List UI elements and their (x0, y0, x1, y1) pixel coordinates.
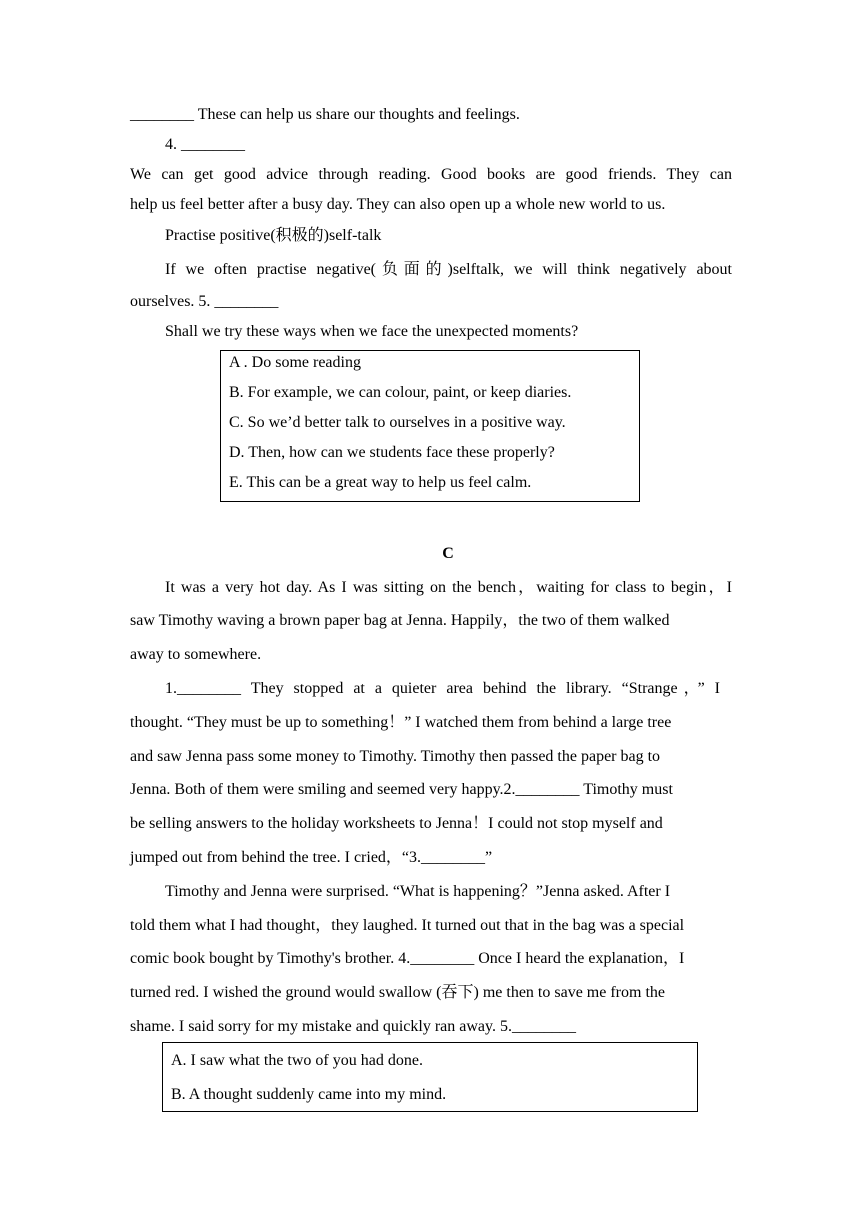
passage-b-line-4: help us feel better after a busy day. They can also open up a whole new world to us. (130, 196, 666, 213)
section-heading-c: C (442, 545, 454, 562)
option-b: B. For example, we can colour, paint, or keep diaries. (229, 384, 572, 401)
passage-b-line-8: Shall we try these ways when we face the unexpected moments? (165, 323, 579, 340)
passage-b-line-3: We can get good advice through reading. Good books are good friends. They can (130, 166, 732, 183)
options-box-b (220, 350, 640, 502)
passage-c-line-13: turned red. I wished the ground would swallow (吞下) me then to save me from the (130, 984, 665, 1001)
passage-c-line-5: thought. “They must be up to something！” I watched them from behind a large tree (130, 714, 672, 731)
passage-b-blank-4: 4. ________ (165, 136, 245, 153)
passage-c-line-10: Timothy and Jenna were surprised. “What is happening？”Jenna asked. After I (165, 883, 671, 900)
passage-c-line-3: away to somewhere. (130, 646, 262, 663)
passage-c-line-9: jumped out from behind the tree. I cried，“3.________” (130, 849, 493, 866)
passage-c-line-8: be selling answers to the holiday worksheets to Jenna！I could not stop myself and (130, 815, 663, 832)
passage-c-line-14: shame. I said sorry for my mistake and quickly ran away. 5.________ (130, 1018, 576, 1035)
option-e: E. This can be a great way to help us feel calm. (229, 474, 532, 491)
option-d: D. Then, how can we students face these properly? (229, 444, 555, 461)
option-b: B. A thought suddenly came into my mind. (171, 1086, 447, 1103)
option-a: A. I saw what the two of you had done. (171, 1052, 423, 1069)
passage-c-line-1: It was a very hot day. As I was sitting on the bench，waiting for class to begin，I (165, 579, 732, 596)
option-a: A . Do some reading (229, 354, 361, 371)
passage-c-line-4: 1.________ They stopped at a quieter area behind the library. “Strange，” I (165, 680, 720, 697)
passage-b-subheading: Practise positive(积极的)self-talk (165, 227, 382, 244)
passage-c-line-7: Jenna. Both of them were smiling and seemed very happy.2.________ Timothy must (130, 781, 673, 798)
passage-b-blank-5: ourselves. 5. ________ (130, 293, 279, 310)
passage-c-line-6: and saw Jenna pass some money to Timothy. Timothy then passed the paper bag to (130, 748, 661, 765)
passage-c-line-12: comic book bought by Timothy's brother. 4.________ Once I heard the explanation，I (130, 950, 685, 967)
passage-c-line-11: told them what I had thought，they laughed. It turned out that in the bag was a special (130, 917, 685, 934)
passage-b-line-1: ________ These can help us share our thoughts and feelings. (130, 106, 520, 123)
passage-b-line-6: If we often practise negative(负面的)selftalk, we will think negatively about (165, 261, 732, 278)
passage-c-line-2: saw Timothy waving a brown paper bag at Jenna. Happily，the two of them walked (130, 612, 670, 629)
option-c: C. So we’d better talk to ourselves in a positive way. (229, 414, 566, 431)
options-box-c (162, 1042, 698, 1112)
